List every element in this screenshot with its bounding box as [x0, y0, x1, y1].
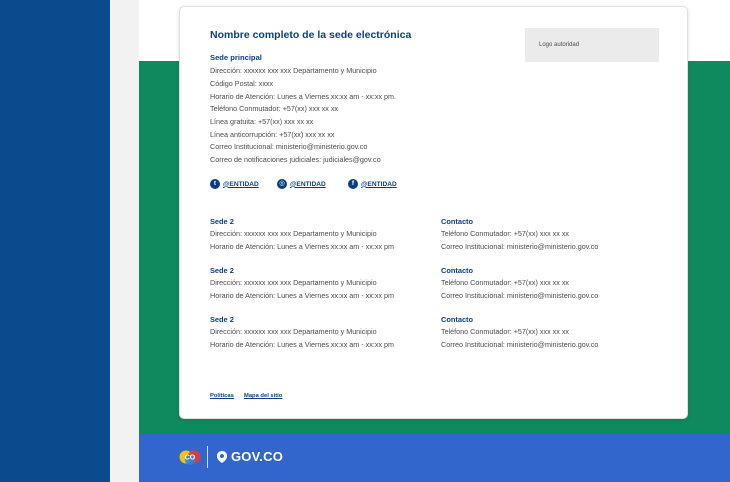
- authority-logo-label: Logo autoridad: [539, 42, 580, 48]
- contact-phone: Teléfono Conmutador: +57(xx) xxx xx xx: [441, 229, 570, 238]
- govco-link[interactable]: [216, 449, 283, 464]
- contact-email: Correo Institucional: ministerio@ministerio.gov.co: [441, 340, 599, 349]
- govco-divider: [207, 446, 208, 468]
- main-office-postal-code: Código Postal: xxxx: [210, 79, 274, 88]
- contact-heading: Contacto: [441, 217, 474, 226]
- instagram-icon: ◎: [277, 179, 287, 189]
- main-office-heading: Sede principal: [210, 53, 262, 62]
- main-office-anticorruption: Línea anticorrupción: +57(xx) xxx xx xx: [210, 130, 335, 139]
- contact-phone: Teléfono Conmutador: +57(xx) xxx xx xx: [441, 327, 570, 336]
- left-navy-band: [0, 0, 110, 482]
- footer-card: [179, 6, 688, 419]
- facebook-icon: f: [348, 179, 358, 189]
- policies-link[interactable]: Políticas: [210, 393, 234, 399]
- twitter-link[interactable]: [210, 179, 259, 189]
- co-logo-icon[interactable]: [179, 448, 201, 466]
- branch-heading: Sede 2: [210, 217, 234, 226]
- contact-email: Correo Institucional: ministerio@ministerio.gov.co: [441, 291, 599, 300]
- twitter-icon: t: [210, 179, 220, 189]
- contact-heading: Contacto: [441, 315, 474, 324]
- instagram-link[interactable]: [277, 179, 326, 189]
- branch-address: Dirección: xxxxxx xxx xxx Departamento y Municipio: [210, 327, 377, 336]
- site-title: Nombre completo de la sede electrónica: [210, 29, 412, 41]
- authority-logo-placeholder: [525, 28, 659, 62]
- twitter-handle: @ENTIDAD: [223, 180, 259, 188]
- facebook-handle: @ENTIDAD: [361, 180, 397, 188]
- main-office-judicial-email: Correo de notificaciones judiciales: judiciales@gov.co: [210, 155, 381, 164]
- branch-hours: Horario de Atención: Lunes a Viernes xx:xx am - xx:xx pm: [210, 291, 395, 300]
- sitemap-link[interactable]: Mapa del sitio: [244, 393, 283, 399]
- govco-text: GOV.CO: [231, 449, 284, 464]
- main-office-address: Dirección: xxxxxx xxx xxx Departamento y Municipio: [210, 66, 377, 75]
- facebook-link[interactable]: [348, 179, 397, 189]
- main-office-switchboard: Teléfono Conmutador: +57(xx) xxx xx xx: [210, 104, 339, 113]
- main-office-email: Correo Institucional: ministerio@ministerio.gov.co: [210, 142, 368, 151]
- govco-emblem-icon: [216, 450, 228, 464]
- gray-gutter: [110, 0, 139, 482]
- contact-email: Correo Institucional: ministerio@ministerio.gov.co: [441, 242, 599, 251]
- contact-heading: Contacto: [441, 266, 474, 275]
- main-office-hours: Horario de Atención: Lunes a Viernes xx:xx am - xx:xx pm.: [210, 92, 397, 101]
- branch-heading: Sede 2: [210, 315, 234, 324]
- co-logo-text: CO: [184, 454, 196, 462]
- branch-address: Dirección: xxxxxx xxx xxx Departamento y Municipio: [210, 229, 377, 238]
- instagram-handle: @ENTIDAD: [290, 180, 326, 188]
- branch-address: Dirección: xxxxxx xxx xxx Departamento y Municipio: [210, 278, 377, 287]
- main-office-toll-free: Línea gratuita: +57(xx) xxx xx xx: [210, 117, 314, 126]
- branch-heading: Sede 2: [210, 266, 234, 275]
- contact-phone: Teléfono Conmutador: +57(xx) xxx xx xx: [441, 278, 570, 287]
- branch-hours: Horario de Atención: Lunes a Viernes xx:xx am - xx:xx pm: [210, 242, 395, 251]
- branch-hours: Horario de Atención: Lunes a Viernes xx:xx am - xx:xx pm: [210, 340, 395, 349]
